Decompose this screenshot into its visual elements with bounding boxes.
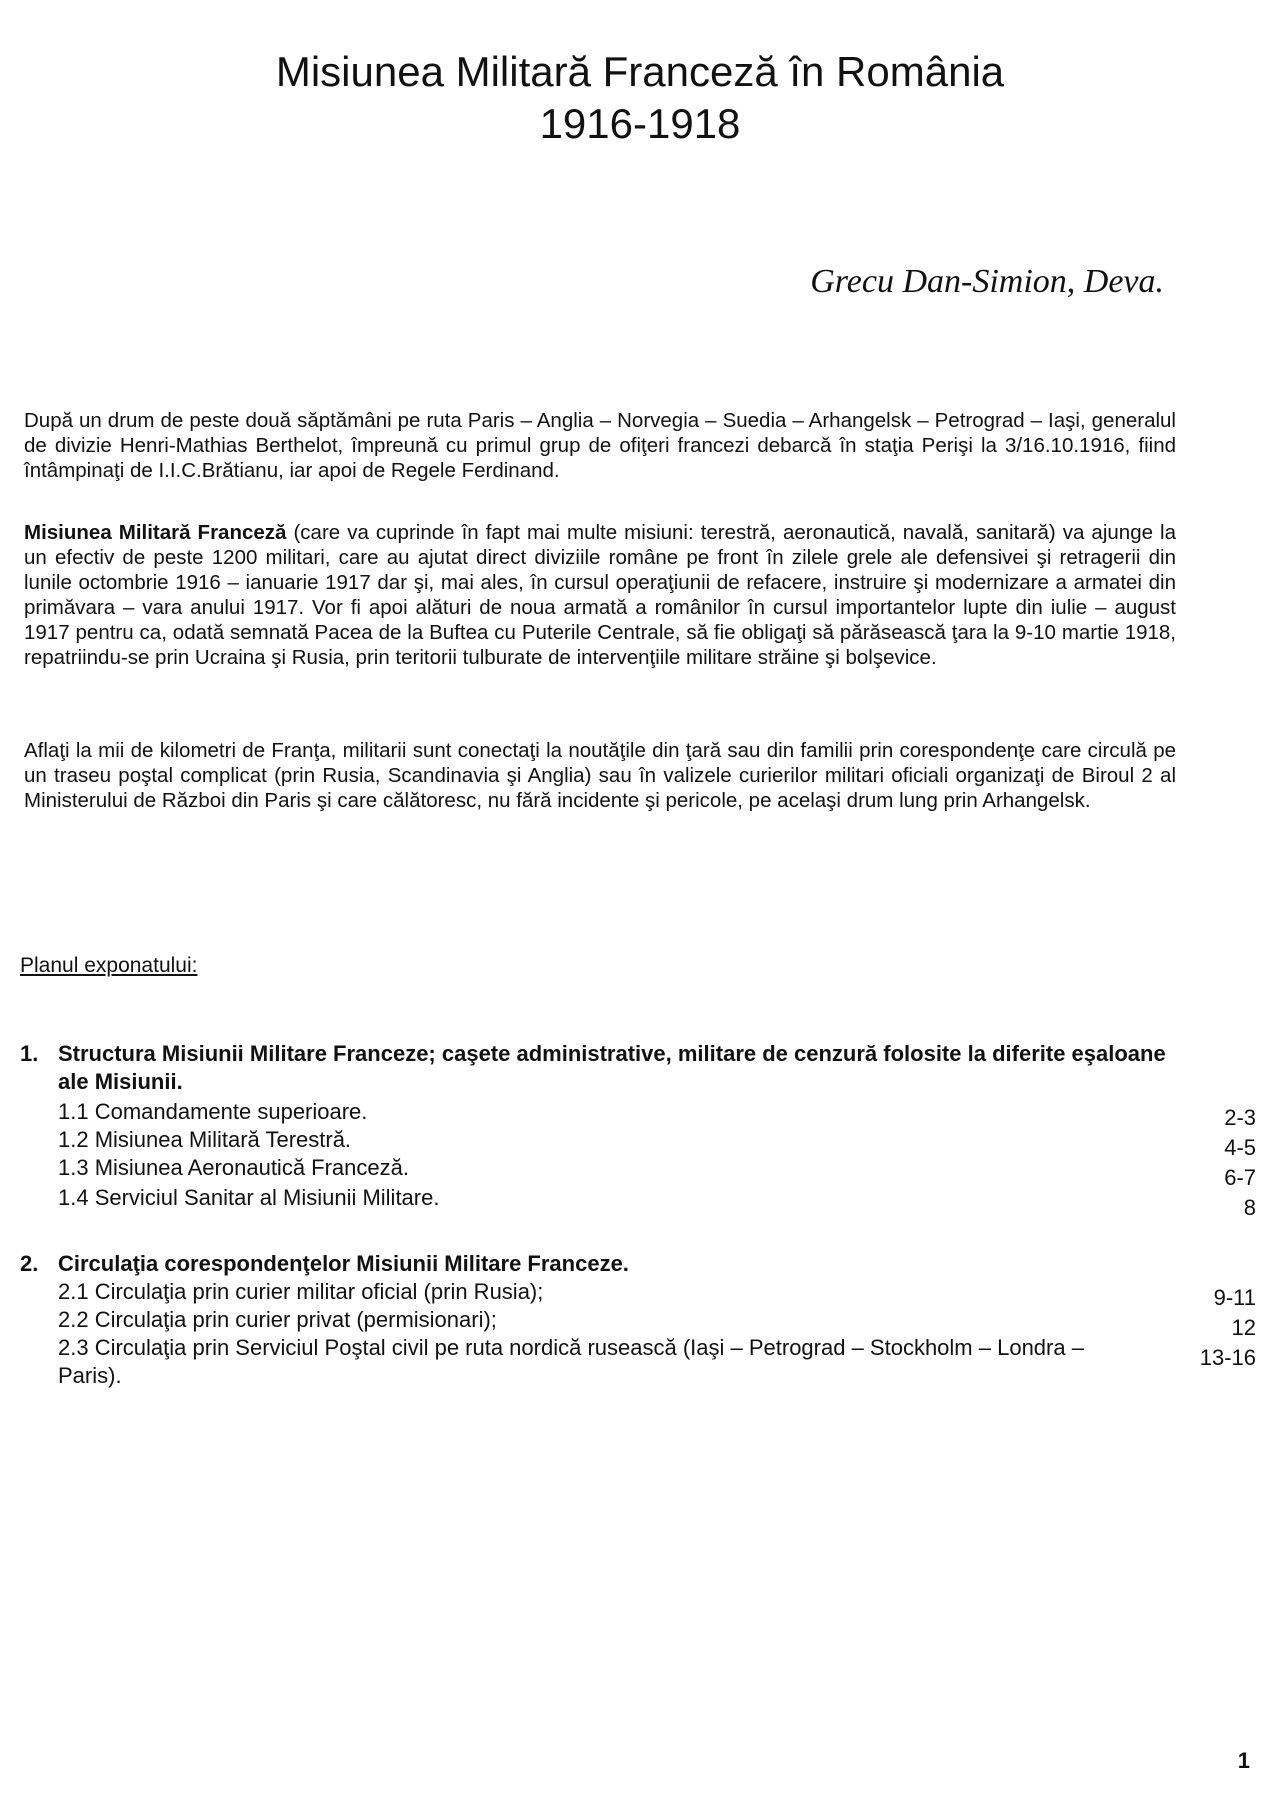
document-title-line-2: 1916-1918 <box>539 100 741 147</box>
section-2-title: Circulaţia corespondenţelor Misiunii Militare Franceze. <box>58 1251 629 1276</box>
document-title-line-1: Misiunea Militară Franceză în România <box>275 48 1005 95</box>
toc-item-2-3: 2.3 Circulaţia prin Serviciul Poştal civil pe ruta nordică rusească (Iaşi – Petrograd – Stockholm – Londra – Paris). <box>58 1335 1084 1388</box>
plan-heading: Planul exponatului: <box>20 954 198 977</box>
author-line: Grecu Dan-Simion, Deva. <box>810 263 1164 300</box>
section-1-number: 1. <box>20 1041 39 1066</box>
toc-item-1-1-pages: 2-3 <box>1224 1105 1256 1130</box>
toc-item-2-1-pages: 9-11 <box>1213 1285 1256 1310</box>
toc-item-2-2-pages: 12 <box>1231 1315 1256 1340</box>
section-2-number: 2. <box>20 1251 39 1276</box>
toc-item-1-4-pages: 8 <box>1243 1195 1256 1220</box>
intro-paragraph-3: Aflaţi la mii de kilometri de Franţa, militarii sunt conectaţi la noutăţile din ţară sau din familii prin corespondenţe care circulă pe un traseu poştal complicat (prin Rusia, Scandinavia şi Anglia) sau în valizele curierilor militari oficiali organizaţi de Biroul 2 al Ministerului de Război din Paris şi care călătoresc, nu fără incidente şi pericole, pe acelaşi drum lung prin Arhangelsk. <box>24 739 1176 812</box>
toc-item-2-2: 2.2 Circulaţia prin curier privat (permisionari); <box>58 1307 497 1332</box>
toc-item-2-1: 2.1 Circulaţia prin curier militar oficial (prin Rusia); <box>58 1279 544 1304</box>
paragraph-2-body: (care va cuprinde în fapt mai multe misiuni: terestră, aeronautică, navală, sanitară) va ajunge la un efectiv de peste 1200 militari, care au ajutat direct diviziile române pe front în zilele grele ale defensivei şi retragerii din lunile octombrie 1916 – ianuarie 1917 dar şi, mai ales, în cursul operaţiunii de refacere, instruire şi modernizare a armatei din primăvara – vara anului 1917. Vor fi apoi alături de noua armată a românilor în cursul importantelor lupte din iulie – august 1917 pentru ca, odată semnată Pacea de la Buftea cu Puterile Centrale, să fie obligaţi să părăsească ţara la 9-10 martie 1918, repatriindu-se prin Ucraina şi Rusia, prin teritorii tulburate de intervenţiile militare străine şi bolşevice. <box>24 521 1176 669</box>
intro-paragraph-2 <box>24 520 1176 670</box>
toc-item-2-3-pages: 13-16 <box>1199 1345 1256 1370</box>
toc-item-1-3: 1.3 Misiunea Aeronautică Franceză. <box>58 1155 409 1180</box>
intro-paragraph-1: După un drum de peste două săptămâni pe ruta Paris – Anglia – Norvegia – Suedia – Arhangelsk – Petrograd – Iaşi, generalul de divizie Henri-Mathias Berthelot, împreună cu primul grup de ofiţeri francezi debarcă în staţia Perişi la 3/16.10.1916, fiind întâmpinaţi de I.I.C.Brătianu, iar apoi de Regele Ferdinand. <box>24 409 1176 482</box>
page-number: 1 <box>1237 1748 1250 1773</box>
toc-item-1-3-pages: 6-7 <box>1224 1165 1256 1190</box>
toc-item-1-4: 1.4 Serviciul Sanitar al Misiunii Militare. <box>58 1185 440 1210</box>
section-1-title: Structura Misiunii Militare Franceze; caşete administrative, militare de cenzură folosite la diferite eşaloane ale Misiunii. <box>58 1041 1166 1094</box>
toc-item-1-1: 1.1 Comandamente superioare. <box>58 1099 368 1124</box>
toc-item-1-2-pages: 4-5 <box>1224 1135 1256 1160</box>
paragraph-2-lead: Misiunea Militară Franceză <box>24 521 287 544</box>
toc-item-1-2: 1.2 Misiunea Militară Terestră. <box>58 1127 352 1152</box>
